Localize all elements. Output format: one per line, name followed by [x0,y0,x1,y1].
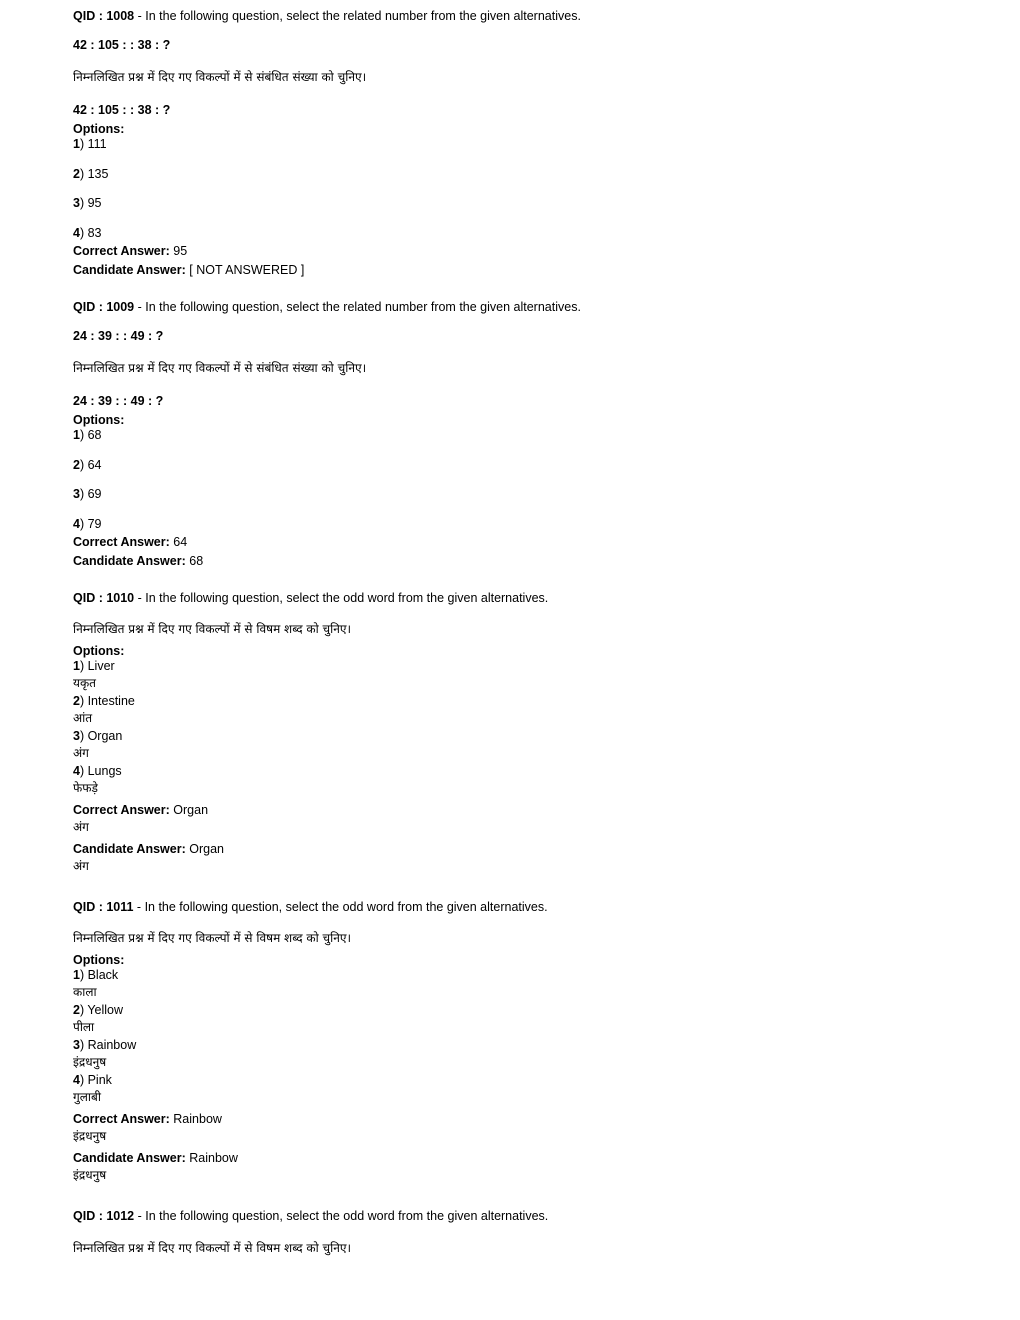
option-4-hindi: फेफड़े [73,781,98,795]
option-3-hindi: अंग [73,746,89,760]
option-3: 3) 95 [73,196,102,210]
qid-label: QID : 1010 [73,591,135,605]
question-text: In the following question, select the odd word from the given alternatives. [145,1209,549,1223]
question-header: QID : 1009 - In the following question, select the related number from the given alternatives. [73,300,581,314]
candidate-answer: Candidate Answer: [ NOT ANSWERED ] [73,263,305,277]
question-pattern: 42 : 105 : : 38 : ? [73,38,171,52]
option-2-hindi: आंत [73,711,93,725]
question-header: QID : 1011 - In the following question, select the odd word from the given alternatives. [73,900,548,914]
option-4-hindi: गुलाबी [73,1090,101,1104]
option-3-hindi: इंद्रधनुष [73,1055,107,1069]
option-4: 4) Lungs [73,764,122,778]
correct-answer-hindi: अंग [73,820,89,834]
option-4: 4) 83 [73,226,102,240]
question-text: In the following question, select the related number from the given alternatives. [145,300,581,314]
correct-answer: Correct Answer: Rainbow [73,1112,222,1126]
correct-answer: Correct Answer: Organ [73,803,209,817]
candidate-answer: Candidate Answer: 68 [73,554,204,568]
option-1: 1) 111 [73,137,107,151]
question-text-hindi: निम्नलिखित प्रश्न में दिए गए विकल्पों में से संबंधित संख्या को चुनिए। [73,361,367,375]
question-header: QID : 1008 - In the following question, select the related number from the given alternatives. [73,9,581,23]
option-1-hindi: यकृत [73,676,97,690]
candidate-answer: Candidate Answer: Rainbow [73,1151,238,1165]
option-3: 3) Organ [73,729,123,743]
option-2: 2) 64 [73,458,102,472]
option-1-hindi: काला [73,985,97,999]
question-text-hindi: निम्नलिखित प्रश्न में दिए गए विकल्पों में से विषम शब्द को चुनिए। [73,931,352,945]
correct-answer: Correct Answer: 95 [73,244,188,258]
question-pattern: 24 : 39 : : 49 : ? [73,329,164,343]
question-pattern: 42 : 105 : : 38 : ? [73,103,171,117]
correct-answer: Correct Answer: 64 [73,535,188,549]
option-4: 4) Pink [73,1073,112,1087]
option-2-hindi: पीला [73,1020,95,1034]
option-3: 3) Rainbow [73,1038,137,1052]
option-2: 2) 135 [73,167,109,181]
candidate-answer-hindi: इंद्रधनुष [73,1168,107,1182]
qid-label: QID : 1012 [73,1209,135,1223]
options-label: Options: [73,413,125,427]
question-text: In the following question, select the odd word from the given alternatives. [145,591,549,605]
qid-label: QID : 1011 [73,900,134,914]
option-2: 2) Yellow [73,1003,124,1017]
question-text-hindi: निम्नलिखित प्रश्न में दिए गए विकल्पों में से विषम शब्द को चुनिए। [73,622,352,636]
option-1: 1) Black [73,968,119,982]
option-1: 1) 68 [73,428,102,442]
question-text-hindi: निम्नलिखित प्रश्न में दिए गए विकल्पों में से संबंधित संख्या को चुनिए। [73,70,367,84]
question-text: In the following question, select the related number from the given alternatives. [145,9,581,23]
option-4: 4) 79 [73,517,102,531]
options-label: Options: [73,953,125,967]
options-label: Options: [73,644,125,658]
option-3: 3) 69 [73,487,102,501]
question-text: In the following question, select the odd word from the given alternatives. [144,900,548,914]
qid-label: QID : 1009 [73,300,135,314]
question-header: QID : 1010 - In the following question, select the odd word from the given alternatives. [73,591,549,605]
option-2: 2) Intestine [73,694,135,708]
candidate-answer: Candidate Answer: Organ [73,842,224,856]
correct-answer-hindi: इंद्रधनुष [73,1129,107,1143]
question-header: QID : 1012 - In the following question, select the odd word from the given alternatives. [73,1209,549,1223]
qid-label: QID : 1008 [73,9,135,23]
option-1: 1) Liver [73,659,115,673]
question-text-hindi: निम्नलिखित प्रश्न में दिए गए विकल्पों में से विषम शब्द को चुनिए। [73,1241,352,1255]
candidate-answer-hindi: अंग [73,859,89,873]
options-label: Options: [73,122,125,136]
question-pattern: 24 : 39 : : 49 : ? [73,394,164,408]
